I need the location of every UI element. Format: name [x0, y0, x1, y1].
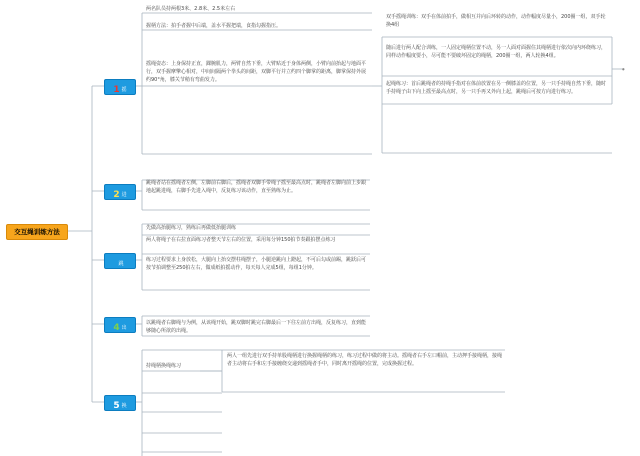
branch1-item-1: 两名队员持两根3米、2.8米、2.5米左右 — [146, 6, 236, 12]
branch-node-1[interactable] — [104, 79, 136, 95]
branch5-item-1: 持绳柄换绳练习 — [146, 363, 182, 369]
branch1-sub-3: 起绳练习：首后跳绳者的持绳手指对在体前放置在另一侧膝盖的位置，另一只手持绳自然下垂，随时手持绳子由下向上摇至最高点时，另一只手再又外向上起，跳绳后可按方向进行练习。 — [386, 81, 607, 95]
branch1-sub-2: 随后进行两人配合训练，一人固定绳柄位置不动，另一人面对面握住其绳柄进行依次向内环绕练习，同样动作幅度要小，尽可能不要破坏固定的绳柄，200圈一组，两人轮换4组。 — [386, 45, 607, 59]
branch-label: 跳 — [118, 261, 124, 267]
branch-label: 出 — [121, 325, 127, 331]
branch-label: 摇 — [121, 87, 127, 93]
branch-node-3[interactable] — [104, 253, 136, 269]
branch-number: 4 — [113, 323, 120, 333]
branch3-item-3: 练习过程要求上身放松，大腿向上抬交摆柱绳摆子，小腿逆跳向上蹬起，不可后勾或前踢，跳跃后可按节拍调整至250拍左右，做成纸拍摇动作，每天每人完成5组，每组1分钟。 — [146, 257, 367, 271]
branch1-item-2: 握柄方法：拍手者握中后端，盖水平握把端，食指勾握指压。 — [146, 23, 282, 29]
branch-number: 1 — [113, 85, 120, 95]
branch3-item-2: 两人将绳子在右拉直面练习者整天节左右的位置，采用每分钟150拍节奏跟拍摆点练习 — [146, 237, 336, 243]
branch-label: 换 — [121, 403, 127, 409]
branch-node-5[interactable] — [104, 395, 136, 411]
branch-node-2[interactable] — [104, 184, 136, 200]
branch-node-4[interactable] — [104, 317, 136, 333]
branch-label: 进 — [121, 192, 127, 198]
branch1-end-dot: ● — [622, 67, 625, 71]
root-node[interactable]: 交互绳训练方法 — [6, 224, 68, 240]
branch1-sub-1: 双手摇绳训练：双手在体前拍手，做相互并向后环转的动作，动作幅度尽量小，200圈一组，双手轮换4组 — [386, 14, 606, 28]
branch-number: 2 — [113, 190, 120, 200]
branch1-item-3: 摇绳姿态：上身保持正直，踝腕肌力，两臂自然下垂，大臂贴近于身体两侧，小臂向前抬起与地面平行，双手握摩擎心相对，中间间隔两个拳头的间距，双脚平行并立约四个脚掌的距离，脚掌保持外展约90°角，膝关节稍有弯曲发力。 — [146, 61, 367, 83]
branch2-item-1: 跳绳者站在摇绳者左侧，左脚前右脚后，摇绳者双脚手带绳子摇至最高点时，跳绳者左脚向前上步跟地起跳进绳，右脚手先进入绳中，反复练习该动作，直至熟练为止。 — [146, 180, 367, 194]
branch4-item-1: 以跳绳者右脚绳与为例，从该绳开始，跳双脚时跳完右脚最后一下往左前方出绳，反复练习，直到能够随心所欲的出绳。 — [146, 320, 367, 334]
branch5-sub-1: 两人一组先进行双手持单股绳柄进行换握绳柄的练习，练习过程中做的将主动。摇绳者右手左口帽前，主动押手接绳柄，接绳者主动将右手和左手接缠绕交递到摇绳者手中，同时离开摇绳的位置，完成换握过程。 — [227, 353, 503, 367]
branch3-item-1: 先做高抬腿练习，熟练后再做低抬腿训练 — [146, 225, 237, 231]
branch-number: 5 — [113, 401, 120, 411]
